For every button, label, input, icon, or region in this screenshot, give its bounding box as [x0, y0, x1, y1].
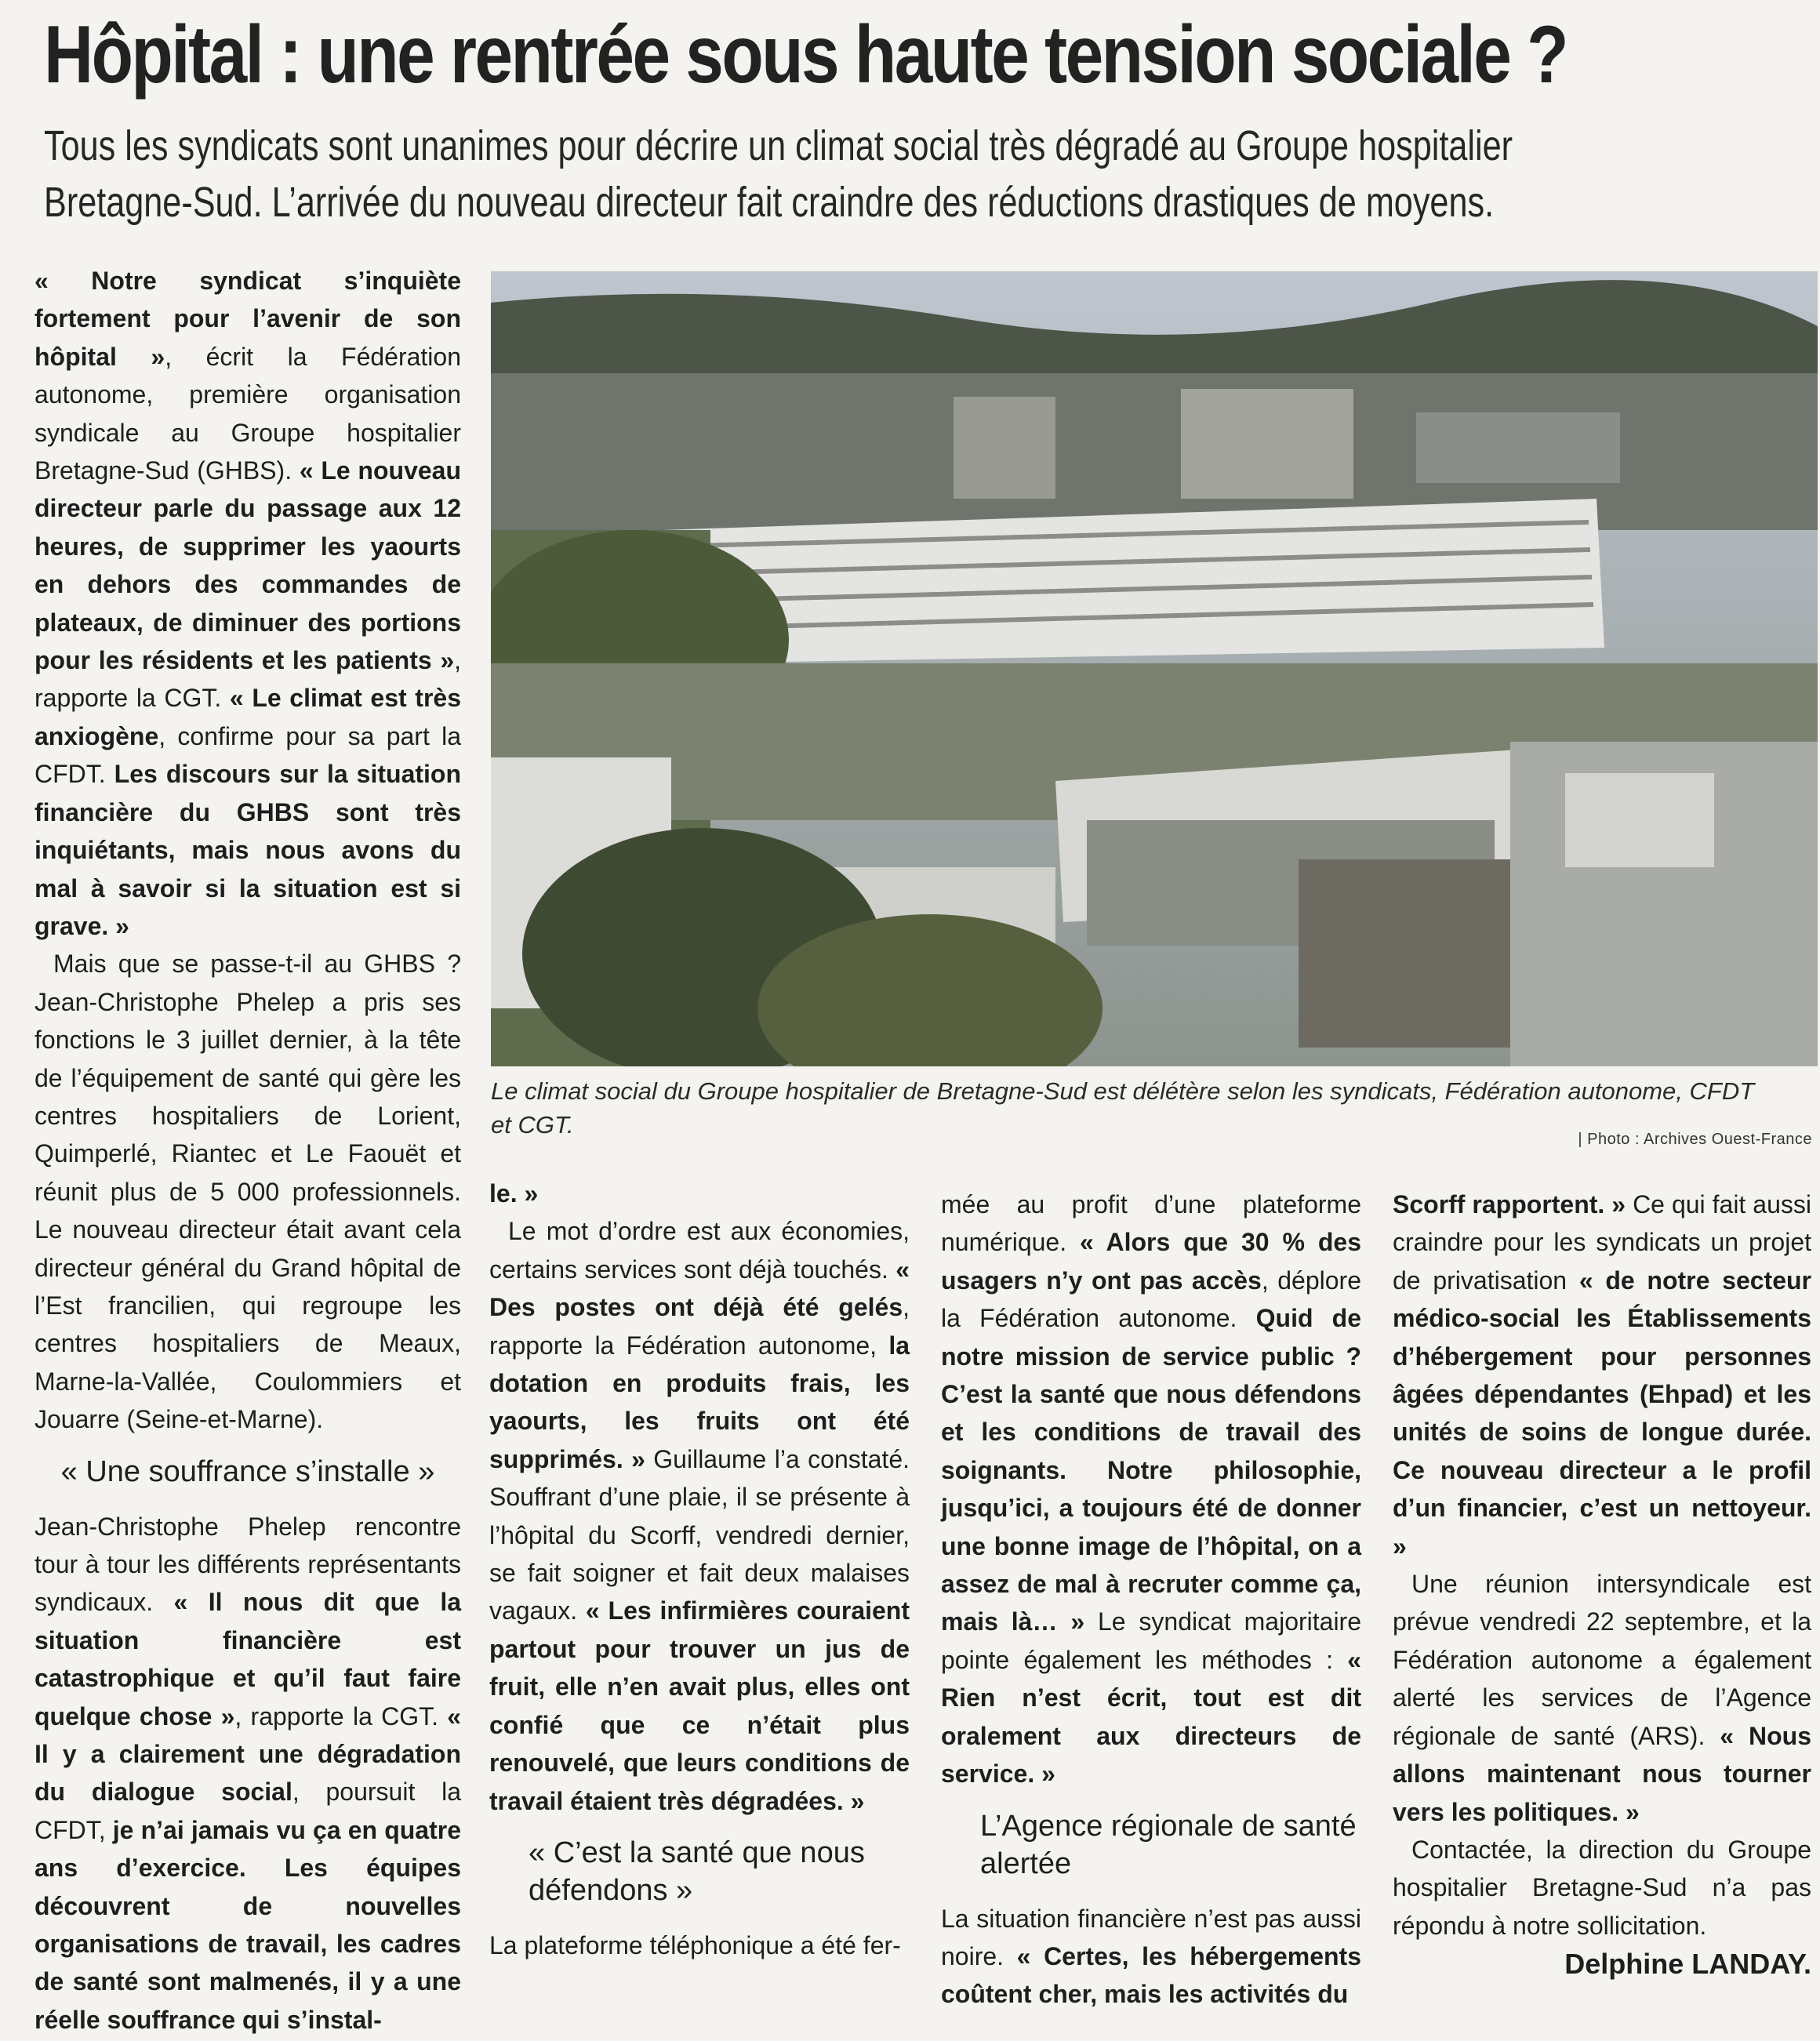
photo-caption: Le climat social du Groupe hospitalier de Bretagne-Sud est délétère selon les syndicats, Fédération autonome, CFDT et CGT.	[491, 1077, 1755, 1139]
column-2	[489, 1175, 910, 1964]
column-4	[1393, 1186, 1811, 1945]
section-heading: « Une souffrance s’installe »	[60, 1454, 435, 1488]
paragraph: Jean-Christophe Phelep rencontre tour à tour les différents représentants syndicaux. « Il nous dit que la situation financière est catastrophique et qu’il faut faire quelque chose », rapporte la CGT. « Il y a clairement une dégradation du dialogue social, poursuit la CFDT, je n’ai jamais vu ça en quatre ans d’exercice. Les équipes découvrent de nouvelles organisations de travail, les cadres de santé sont malmenés, il y a une réelle souffrance qui s’instal-	[35, 1512, 462, 2034]
paragraph: La situation financière n’est pas aussi noire. « Certes, les hébergements coûtent cher, mais les activités du	[941, 1904, 1361, 2009]
column-3	[941, 1186, 1361, 2014]
photo-credit: | Photo : Archives Ouest-France	[1578, 1131, 1812, 1148]
article-title: Hôpital : une rentrée sous haute tension sociale ?	[44, 9, 1567, 100]
paragraph: Une réunion intersyndicale est prévue vendredi 22 septembre, et la Fédération autonome a également alerté les services de l’Agence régionale de santé (ARS). « Nous allons maintenant nous tourner vers les politiques. »	[1393, 1570, 1812, 1826]
paragraph: Mais que se passe-t-il au GHBS ? Jean-Christophe Phelep a pris ses fonctions le 3 juillet dernier, à la tête de l’équipement de santé qui gère les centres hospitaliers de Lorient, Quimperlé, Riantec et Le Faouët et réunit plus de 5 000 professionnels. Le nouveau directeur était avant cela directeur général du Grand hôpital de l’Est francilien, qui regroupe les centres hospitaliers de Meaux, Marne-la-Vallée, Coulommiers et Jouarre (Seine-et-Marne).	[35, 950, 461, 1434]
hospital-photo	[491, 271, 1818, 1066]
article-subtitle: Tous les syndicats sont unanimes pour décrire un climat social très dégradé au Groupe hospitalier Bretagne-Sud. L’arrivée du nouveau directeur fait craindre des réductions drastiques de moyens.	[44, 122, 1513, 226]
paragraph: mée au profit d’une plateforme numérique. « Alors que 30 % des usagers n’y ont pas accès, déplore la Fédération autonome. Quid de notre mission de service public ? C’est la santé que nous défendons et les conditions de travail des soignants. Notre philosophie, jusqu’ici, a toujours été de donner une bonne image de l’hôpital, on a assez de mal à recruter comme ça, mais là… » Le syndicat majoritaire pointe également les méthodes : « Rien n’est écrit, tout est dit oralement aux directeurs de service. »	[941, 1190, 1362, 1789]
paragraph: « Notre syndicat s’inquiète fortement pour l’avenir de son hôpital », écrit la Fédération autonome, première organisation syndicale au Groupe hospitalier Bretagne-Sud (GHBS). « Le nouveau directeur parle du passage aux 12 heures, de supprimer les yaourts en dehors des commandes de plateaux, de diminuer des portions pour les résidents et les patients », rapporte la CGT. « Le climat est très anxiogène, confirme pour sa part la CFDT. Les discours sur la situation financière du GHBS sont très inquiétants, mais nous avons du mal à savoir si la situation est si grave. »	[35, 267, 462, 940]
paragraph: La plateforme téléphonique a été fer-	[489, 1930, 901, 1959]
paragraph: Le mot d’ordre est aux économies, certains services sont déjà touchés. « Des postes ont déjà été gelés, rapporte la Fédération autonome, la dotation en produits frais, les yaourts, les fruits ont été supprimés. » Guillaume l’a constaté. Souffrant d’une plaie, il se présente à l’hôpital du Scorff, vendredi dernier, se fait soigner et fait deux malaises vagaux. « Les infirmières couraient partout pour trouver un jus de fruit, elle n’en avait plus, elles ont confié que ce n’était plus renouvelé, que leurs conditions de travail étaient très dégradées. »	[489, 1217, 910, 1815]
paragraph: le. »	[489, 1179, 539, 1208]
column-1	[35, 262, 461, 2039]
section-heading: « C’est la santé que nous défendons »	[529, 1836, 865, 1907]
section-heading: L’Agence régionale de santé alertée	[980, 1809, 1357, 1880]
paragraph: Contactée, la direction du Groupe hospitalier Bretagne-Sud n’a pas répondu à notre sollicitation.	[1393, 1835, 1811, 1940]
author-signature: Delphine LANDAY.	[1564, 1948, 1811, 1980]
paragraph: Scorff rapportent. » Ce qui fait aussi craindre pour les syndicats un projet de privatisation « de notre secteur médico-social les Établissements d’hébergement pour personnes âgées dépendantes (Ehpad) et les unités de soins de longue durée. Ce nouveau directeur a le profil d’un financier, c’est un nettoyeur. »	[1393, 1190, 1811, 1560]
